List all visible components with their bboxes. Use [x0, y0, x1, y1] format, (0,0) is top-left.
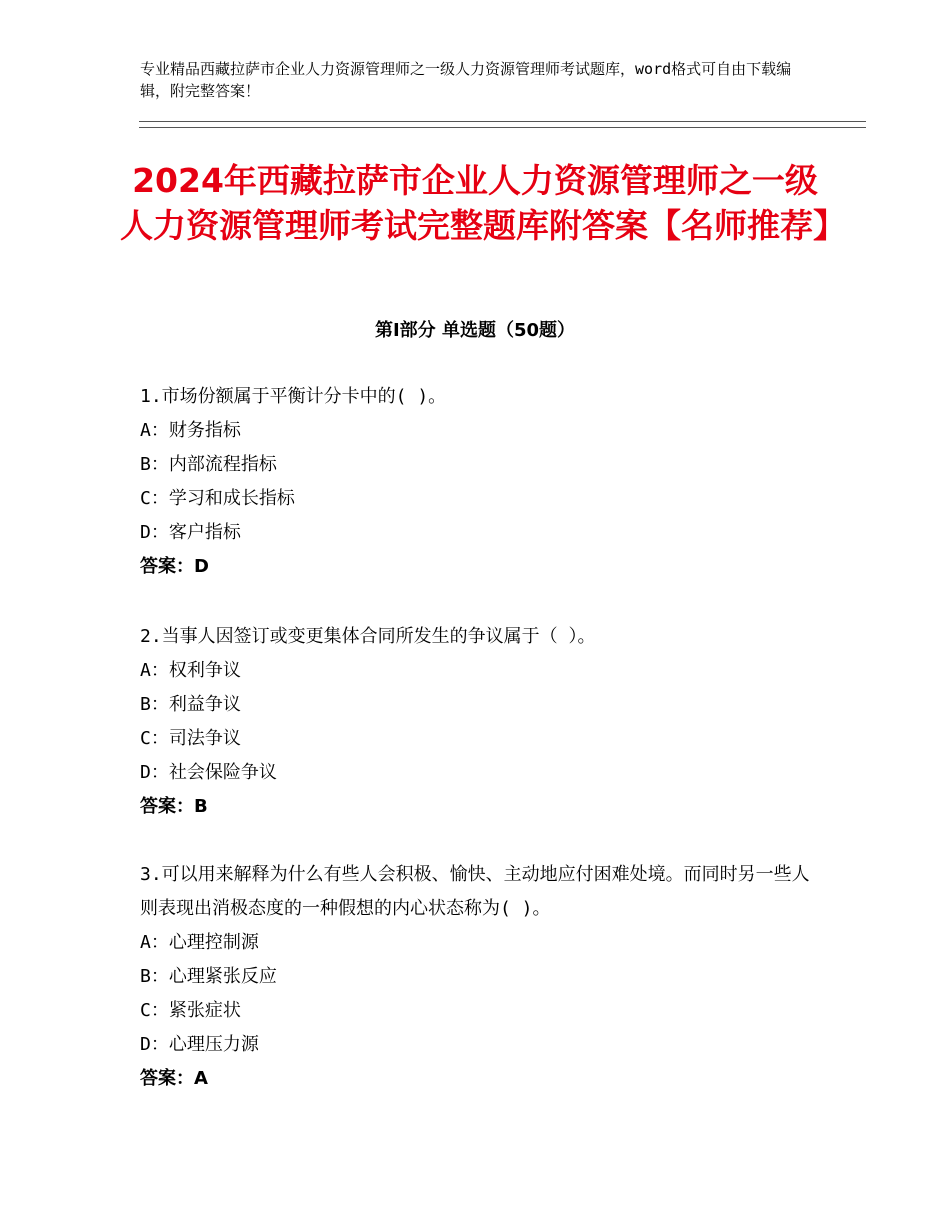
- option-c: C：学习和成长指标: [140, 488, 295, 509]
- document-title: 2024年西藏拉萨市企业人力资源管理师之一级人力资源管理师考试完整题库附答案【名师推荐】: [120, 161, 846, 245]
- question-2: [140, 620, 820, 824]
- answer: 答案：A: [140, 1068, 208, 1089]
- option-d: D：客户指标: [140, 522, 241, 543]
- header-divider: [139, 121, 866, 128]
- option-b: B：心理紧张反应: [140, 966, 277, 987]
- question-stem: 2.当事人因签订或变更集体合同所发生的争议属于（ ）。: [140, 626, 596, 647]
- header-note: 专业精品西藏拉萨市企业人力资源管理师之一级人力资源管理师考试题库，word格式可自由下载编辑，附完整答案！: [140, 60, 792, 100]
- option-a: A：权利争议: [140, 660, 241, 681]
- answer: 答案：D: [140, 556, 209, 577]
- question-stem: 3.可以用来解释为什么有些人会积极、愉快、主动地应付困难处境。而同时另一些人则表现出消极态度的一种假想的内心状态称为( )。: [140, 864, 810, 919]
- option-a: A：心理控制源: [140, 932, 259, 953]
- option-b: B：内部流程指标: [140, 454, 277, 475]
- option-a: A：财务指标: [140, 420, 241, 441]
- option-d: D：社会保险争议: [140, 762, 277, 783]
- option-c: C：司法争议: [140, 728, 241, 749]
- option-b: B：利益争议: [140, 694, 241, 715]
- question-stem: 1.市场份额属于平衡计分卡中的( )。: [140, 386, 447, 407]
- option-d: D：心理压力源: [140, 1034, 259, 1055]
- question-1: [140, 380, 820, 584]
- section-heading: 第Ⅰ部分 单选题（50题）: [374, 320, 575, 341]
- question-3: [140, 858, 820, 1096]
- option-c: C：紧张症状: [140, 1000, 241, 1021]
- answer: 答案：B: [140, 796, 208, 817]
